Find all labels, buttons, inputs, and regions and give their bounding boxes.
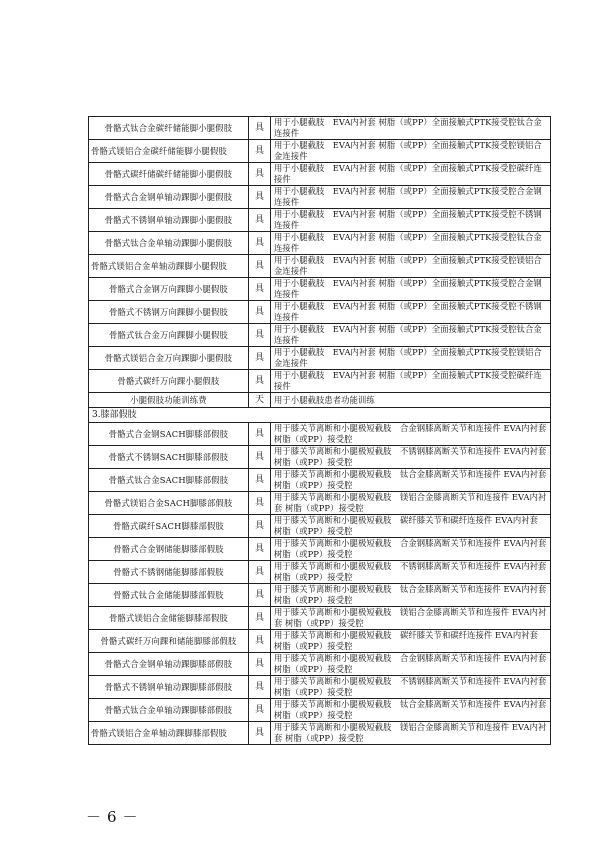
unit-cell: 具 — [249, 278, 271, 301]
table-row — [89, 630, 551, 653]
table-row — [89, 232, 551, 255]
description-cell: 用于膝关节离断和小腿极短截肢 镁铝合金膝离断关节和连接件 EVA内衬套 树脂（或PP）接受腔 — [271, 722, 551, 745]
item-name-cell: 骨骼式镁铝合金单轴动踝脚小腿假肢 — [89, 255, 249, 278]
unit-cell: 具 — [249, 423, 271, 446]
table-row — [89, 370, 551, 393]
description-cell: 用于膝关节离断和小腿极短截肢 不锈钢膝离断关节和连接件 EVA内衬套 树脂（或PP）接受腔 — [271, 561, 551, 584]
table-row — [89, 117, 551, 140]
description-cell: 用于小腿截肢 EVA内衬套 树脂（或PP）全面接触式PTK接受腔镁铝合金连接件 — [271, 255, 551, 278]
table-row — [89, 469, 551, 492]
unit-cell: 具 — [249, 699, 271, 722]
item-name-cell: 骨骼式钛合金碳纤储能脚小腿假肢 — [89, 117, 249, 140]
table-row — [89, 255, 551, 278]
item-name-cell: 骨骼式不锈钢单轴动踝脚膝部假肢 — [89, 676, 249, 699]
item-name-cell: 骨骼式碳纤万向踝和储能脚膝部假肢 — [89, 630, 249, 653]
item-name-cell: 骨骼式合金钢万向踝脚小腿假肢 — [89, 278, 249, 301]
section-title: 3.膝部假肢 — [89, 408, 551, 423]
table-row — [89, 140, 551, 163]
unit-cell: 具 — [249, 676, 271, 699]
unit-cell: 具 — [249, 492, 271, 515]
item-name-cell: 骨骼式钛合金单轴动踝脚膝部假肢 — [89, 699, 249, 722]
item-name-cell: 骨骼式合金钢储能脚膝部假肢 — [89, 538, 249, 561]
description-cell: 用于膝关节离断和小腿极短截肢 不锈钢膝离断关节和连接件 EVA内衬套 树脂（或PP）接受腔 — [271, 676, 551, 699]
description-cell: 用于膝关节离断和小腿极短截肢 合金钢膝离断关节和连接件 EVA内衬套 树脂（或PP）接受腔 — [271, 653, 551, 676]
item-name-cell: 骨骼式镁铝合金储能脚膝部假肢 — [89, 607, 249, 630]
description-cell: 用于小腿截肢 EVA内衬套 树脂（或PP）全面接触式PTK接受腔钛合金连接件 — [271, 232, 551, 255]
table-row — [89, 561, 551, 584]
section-row — [89, 408, 551, 423]
unit-cell: 天 — [249, 393, 271, 408]
description-cell: 用于小腿截肢 EVA内衬套 树脂（或PP）全面接触式PTK接受腔镁铝合金连接件 — [271, 347, 551, 370]
item-name-cell: 骨骼式镁铝合金碳纤储能脚小腿假肢 — [89, 140, 249, 163]
item-name-cell: 骨骼式合金钢单轴动踝脚小腿假肢 — [89, 186, 249, 209]
page-number: －6－ — [86, 808, 144, 826]
unit-cell: 具 — [249, 163, 271, 186]
description-cell: 用于小腿截肢 EVA内衬套 树脂（或PP）全面接触式PTK接受腔碳纤连接件 — [271, 370, 551, 393]
unit-cell: 具 — [249, 584, 271, 607]
table-row — [89, 209, 551, 232]
item-name-cell: 骨骼式镁铝合金单轴动踝脚膝部假肢 — [89, 722, 249, 745]
prosthesis-table — [88, 116, 551, 745]
unit-cell: 具 — [249, 653, 271, 676]
table-row — [89, 163, 551, 186]
item-name-cell: 骨骼式碳纤万向踝小腿假肢 — [89, 370, 249, 393]
item-name-cell: 骨骼式不锈钢万向踝脚小腿假肢 — [89, 301, 249, 324]
table-row — [89, 186, 551, 209]
description-cell: 用于小腿截肢 EVA内衬套 树脂（或PP）全面接触式PTK接受腔合金钢连接件 — [271, 186, 551, 209]
item-name-cell: 骨骼式合金钢SACH脚膝部假肢 — [89, 423, 249, 446]
description-cell: 用于膝关节离断和小腿极短截肢 碳纤膝关节和碳纤连接件 EVA内衬套 树脂（或PP）接受腔 — [271, 630, 551, 653]
description-cell: 用于膝关节离断和小腿极短截肢 钛合金膝离断关节和连接件 EVA内衬套 树脂（或PP）接受腔 — [271, 699, 551, 722]
unit-cell: 具 — [249, 347, 271, 370]
description-cell: 用于膝关节离断和小腿极短截肢 合金钢膝离断关节和连接件 EVA内衬套 树脂（或PP）接受腔 — [271, 423, 551, 446]
unit-cell: 具 — [249, 117, 271, 140]
item-name-cell: 骨骼式不锈钢单轴动踝脚小腿假肢 — [89, 209, 249, 232]
item-name-cell: 骨骼式钛合金SACH脚膝部假肢 — [89, 469, 249, 492]
item-name-cell: 骨骼式不锈钢储能脚膝部假肢 — [89, 561, 249, 584]
description-cell: 用于膝关节离断和小腿极短截肢 镁铝合金膝离断关节和连接件 EVA内衬套 树脂（或PP）接受腔 — [271, 607, 551, 630]
description-cell: 用于小腿截肢 EVA内衬套 树脂（或PP）全面接触式PTK接受腔不锈钢连接件 — [271, 209, 551, 232]
unit-cell: 具 — [249, 140, 271, 163]
description-cell: 用于膝关节离断和小腿极短截肢 合金钢膝离断关节和连接件 EVA内衬套 树脂（或PP）接受腔 — [271, 538, 551, 561]
item-name-cell: 骨骼式钛合金万向踝脚小腿假肢 — [89, 324, 249, 347]
item-name-cell: 小腿假肢功能训练费 — [89, 393, 249, 408]
description-cell: 用于膝关节离断和小腿极短截肢 不锈钢膝离断关节和连接件 EVA内衬套 树脂（或PP）接受腔 — [271, 446, 551, 469]
item-name-cell: 骨骼式不锈钢SACH脚膝部假肢 — [89, 446, 249, 469]
item-name-cell: 骨骼式碳纤储碳纤储能脚小腿假肢 — [89, 163, 249, 186]
item-name-cell: 骨骼式镁铝合金SACH脚膝部假肢 — [89, 492, 249, 515]
table-row — [89, 492, 551, 515]
table-row — [89, 301, 551, 324]
item-name-cell: 骨骼式碳纤SACH脚膝部假肢 — [89, 515, 249, 538]
item-name-cell: 骨骼式镁铝合金万向踝脚小腿假肢 — [89, 347, 249, 370]
description-cell: 用于膝关节离断和小腿极短截肢 碳纤膝关节和碳纤连接件 EVA内衬套 树脂（或PP）接受腔 — [271, 515, 551, 538]
table-row — [89, 699, 551, 722]
unit-cell: 具 — [249, 370, 271, 393]
unit-cell: 具 — [249, 515, 271, 538]
description-cell: 用于小腿截肢 EVA内衬套 树脂（或PP）全面接触式PTK接受腔合金钢连接件 — [271, 278, 551, 301]
description-cell: 用于小腿截肢 EVA内衬套 树脂（或PP）全面接触式PTK接受腔镁铝合金连接件 — [271, 140, 551, 163]
price-table — [88, 116, 550, 745]
table-row — [89, 347, 551, 370]
unit-cell: 具 — [249, 232, 271, 255]
description-cell: 用于膝关节离断和小腿极短截肢 钛合金膝离断关节和连接件 EVA内衬套 树脂（或PP）接受腔 — [271, 469, 551, 492]
table-row — [89, 393, 551, 408]
table-row — [89, 324, 551, 347]
table-row — [89, 607, 551, 630]
table-row — [89, 278, 551, 301]
description-cell: 用于小腿截肢 EVA内衬套 树脂（或PP）全面接触式PTK接受腔钛合金连接件 — [271, 324, 551, 347]
unit-cell: 具 — [249, 324, 271, 347]
unit-cell: 具 — [249, 446, 271, 469]
unit-cell: 具 — [249, 301, 271, 324]
table-row — [89, 423, 551, 446]
item-name-cell: 骨骼式钛合金储能脚膝部假肢 — [89, 584, 249, 607]
description-cell: 用于小腿截肢 EVA内衬套 树脂（或PP）全面接触式PTK接受腔碳纤连接件 — [271, 163, 551, 186]
description-cell: 用于小腿截肢患者功能训练 — [271, 393, 551, 408]
unit-cell: 具 — [249, 186, 271, 209]
unit-cell: 具 — [249, 538, 271, 561]
table-row — [89, 676, 551, 699]
table-row — [89, 653, 551, 676]
table-row — [89, 446, 551, 469]
description-cell: 用于小腿截肢 EVA内衬套 树脂（或PP）全面接触式PTK接受腔不锈钢连接件 — [271, 301, 551, 324]
description-cell: 用于小腿截肢 EVA内衬套 树脂（或PP）全面接触式PTK接受腔钛合金连接件 — [271, 117, 551, 140]
unit-cell: 具 — [249, 722, 271, 745]
table-row — [89, 515, 551, 538]
table-row — [89, 584, 551, 607]
unit-cell: 具 — [249, 209, 271, 232]
unit-cell: 具 — [249, 561, 271, 584]
unit-cell: 具 — [249, 630, 271, 653]
description-cell: 用于膝关节离断和小腿极短截肢 钛合金膝离断关节和连接件 EVA内衬套 树脂（或PP）接受腔 — [271, 584, 551, 607]
unit-cell: 具 — [249, 255, 271, 278]
unit-cell: 具 — [249, 469, 271, 492]
table-row — [89, 538, 551, 561]
description-cell: 用于膝关节离断和小腿极短截肢 镁铝合金膝离断关节和连接件 EVA内衬套 树脂（或PP）接受腔 — [271, 492, 551, 515]
item-name-cell: 骨骼式钛合金单轴动踝脚小腿假肢 — [89, 232, 249, 255]
unit-cell: 具 — [249, 607, 271, 630]
item-name-cell: 骨骼式合金钢单轴动踝脚膝部假肢 — [89, 653, 249, 676]
table-row — [89, 722, 551, 745]
